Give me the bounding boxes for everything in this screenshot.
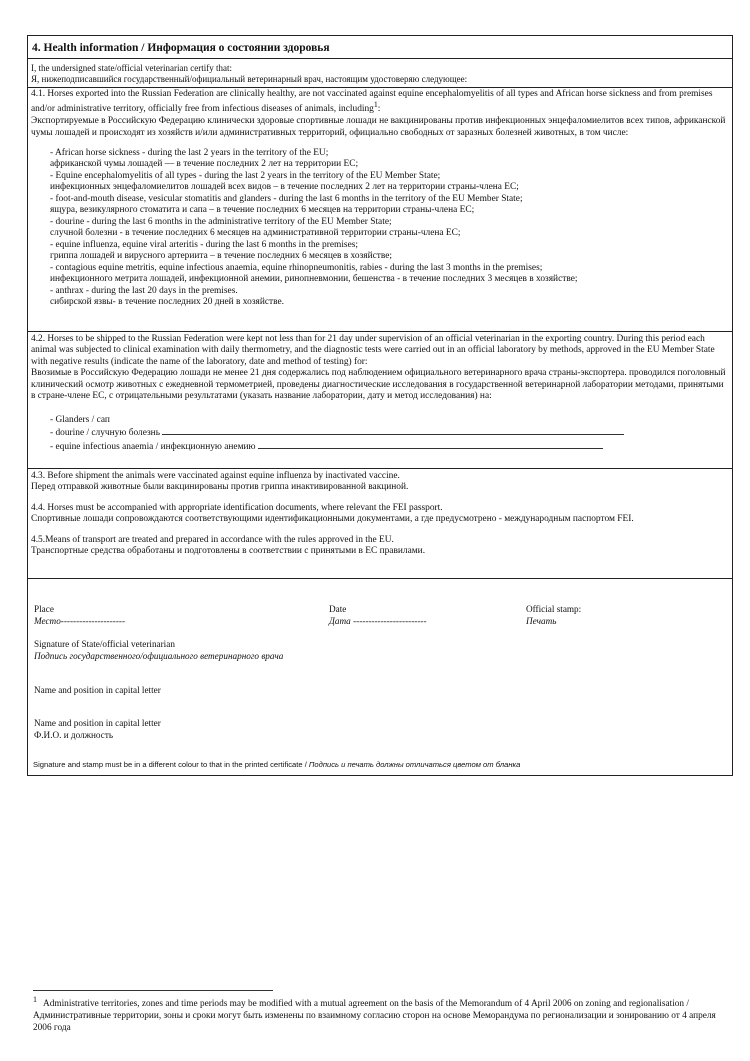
list-item: - dourine - during the last 6 months in the administrative territory of the EU Member State; [50, 216, 392, 227]
list-item: - equine influenza, equine viral arteritis - during the last 6 months in the premises; [50, 239, 358, 250]
section-4-3-to-4-5 [28, 470, 732, 558]
s43-ru: Перед отправкой животные были вакцинированы против гриппа инактивированной вакциной. [31, 482, 409, 493]
divider [28, 58, 732, 59]
section-title: 4. Health information / Информация о состоянии здоровья [32, 42, 330, 54]
intro-en: I, the undersigned state/official veterinarian certify that: [31, 63, 233, 73]
list-item: - foot-and-mouth disease, vesicular stomatitis and glanders - during the last 6 months in the territory of the EU Member State; [50, 193, 523, 204]
list-item: инфекционных энцефаломиелитов лошадей всех видов – в течение последних 2 лет на территории страны-члена ЕС; [50, 182, 519, 193]
list-item: - Glanders / сап [50, 414, 110, 425]
list-item: гриппа лошадей и вирусного артериита – в течение последних 6 месяцев в хозяйстве; [50, 251, 392, 262]
date-field[interactable]: Date Дата ------------------------ [329, 604, 427, 626]
s41-ru: Экспортируемые в Российскую Федерацию клинически здоровые спортивные лошади не вакцинированы против инфекционных энцефаломиелитов всех типов, африканской чумы лошадей и происходят из хозяйств и/или административных территорий, официально свободных от заразных болезней животных, в том числе: [31, 116, 726, 138]
test-list [50, 415, 729, 453]
list-item: - anthrax - during the last 20 days in the premises. [50, 285, 238, 296]
divider [28, 468, 732, 469]
s45-ru: Транспортные средства обработаны и подготовлены в соответствии с принятыми в ЕС правилами. [31, 546, 426, 557]
intro [31, 63, 467, 84]
list-item: инфекционного метрита лошадей, инфекционной анемии, ринопневмонии, бешенства - в течение последних 3 месяцев в хозяйстве; [50, 274, 578, 285]
list-item: - dourine / случную болезнь [50, 426, 729, 439]
list-item: - African horse sickness - during the last 2 years in the territory of the EU; [50, 148, 329, 158]
list-item: случной болезни - в течение последних 6 месяцев на административной территории страны-члена ЕС; [50, 228, 461, 239]
colour-note: Signature and stamp must be in a different colour to that in the printed certificate / Подпись и печать должны отличаться цветом от бланка [33, 760, 521, 769]
s44-ru: Спортивные лошади сопровождаются соответствующими идентификационными документами, а где предусмотрено - международным паспортом FEI. [31, 514, 634, 525]
list-item: - equine infectious anaemia / инфекционную анемию [50, 440, 729, 453]
place-field[interactable]: Place Место--------------------- [34, 604, 126, 626]
list-item: африканской чумы лошадей — в течение последних 2 лет на территории ЕС; [50, 159, 359, 170]
test-result-field[interactable] [162, 426, 624, 435]
section-4-1 [28, 88, 732, 309]
s44-en: 4.4. Horses must be accompanied with appropriate identification documents, where relevant the FEI passport. [31, 502, 443, 513]
official-stamp-field[interactable]: Official stamp: Печать [526, 604, 582, 626]
s43-en: 4.3. Before shipment the animals were vaccinated against equine influenza by inactivated vaccine. [31, 471, 400, 481]
footnote: $^1$ Administrative territories, zones and time periods may be modified with a mutual agreement on the basis of the Memorandum of 4 April 2006 on zoning and regionalisation / Административные территории, зоны и сроки могут быть изменены по взаимному согласию сторон на основе Меморандума по регионализации и зонированию от 4 апреля 2006 года [33, 995, 716, 1034]
list-item: сибирской язвы- в течение последних 20 дней в хозяйстве. [50, 297, 284, 308]
footnote-divider [33, 990, 273, 991]
list-item: - Equine encephalomyelitis of all types - during the last 2 years in the territory of the EU Member State; [50, 170, 441, 181]
divider [28, 331, 732, 332]
name-position-field[interactable]: Name and position in capital letter [34, 685, 161, 695]
divider [28, 578, 732, 579]
certificate-page [27, 35, 733, 776]
name-position-field[interactable]: Name and position in capital letter Ф.И.О. и должность [34, 718, 161, 740]
s42-en: 4.2. Horses to be shipped to the Russian Federation were kept not less than for 21 day under supervision of an official veterinarian in the exporting country. During this period each animal was subjected to clinical examination with daily thermometry, and the diagnostic tests were carried out in an official laboratory by methods, approved in the EU Member State with negative results (indicate the name of the laboratory, date and method of testing) for: [31, 334, 715, 367]
footnote-ref: 1 [373, 100, 378, 110]
intro-ru: Я, нижеподписавшийся государственный/официальный ветеринарный врач, настоящим удостоверяю следующее: [31, 73, 468, 84]
list-item: - contagious equine metritis, equine infectious anaemia, equine rhinopneumonitis, rabies - during the last 3 months in the premises; [50, 262, 543, 273]
veterinarian-signature-field[interactable]: Signature of State/official veterinarian Подпись государственного/официального ветеринарного врача [34, 639, 284, 661]
s42-ru: Ввозимые в Российскую Федерацию лошади не менее 21 дня содержались под наблюдением официального ветеринарного врача страны-экспортера. проводился поголовный клинический осмотр животных с ежедневной термометрией, проведены диагностические исследования в государственной ветеринарной лаборатории методами, принятыми в стране-члене ЕС, с отрицательными результатами (указать название лаборатории, дату и метод исследования) на: [31, 368, 726, 402]
disease-list [50, 148, 729, 309]
test-result-field[interactable] [258, 440, 603, 449]
section-4-2 [28, 333, 732, 453]
footnote-mark: 1 [33, 995, 37, 1004]
list-item: ящура, везикулярного стоматита и сапа – в течение последних 6 месяцев на территории страны-члена ЕС; [50, 205, 475, 216]
s41-en: 4.1. Horses exported into the Russian Federation are clinically healthy, are not vaccinated against equine encephalomyelitis of all types and African horse sickness and from premises and/or administrative territory, officially free from infectious diseases of animals, including$^1$: [31, 89, 713, 115]
s45-en: 4.5.Means of transport are treated and prepared in accordance with the rules approved in the EU. [31, 534, 394, 545]
